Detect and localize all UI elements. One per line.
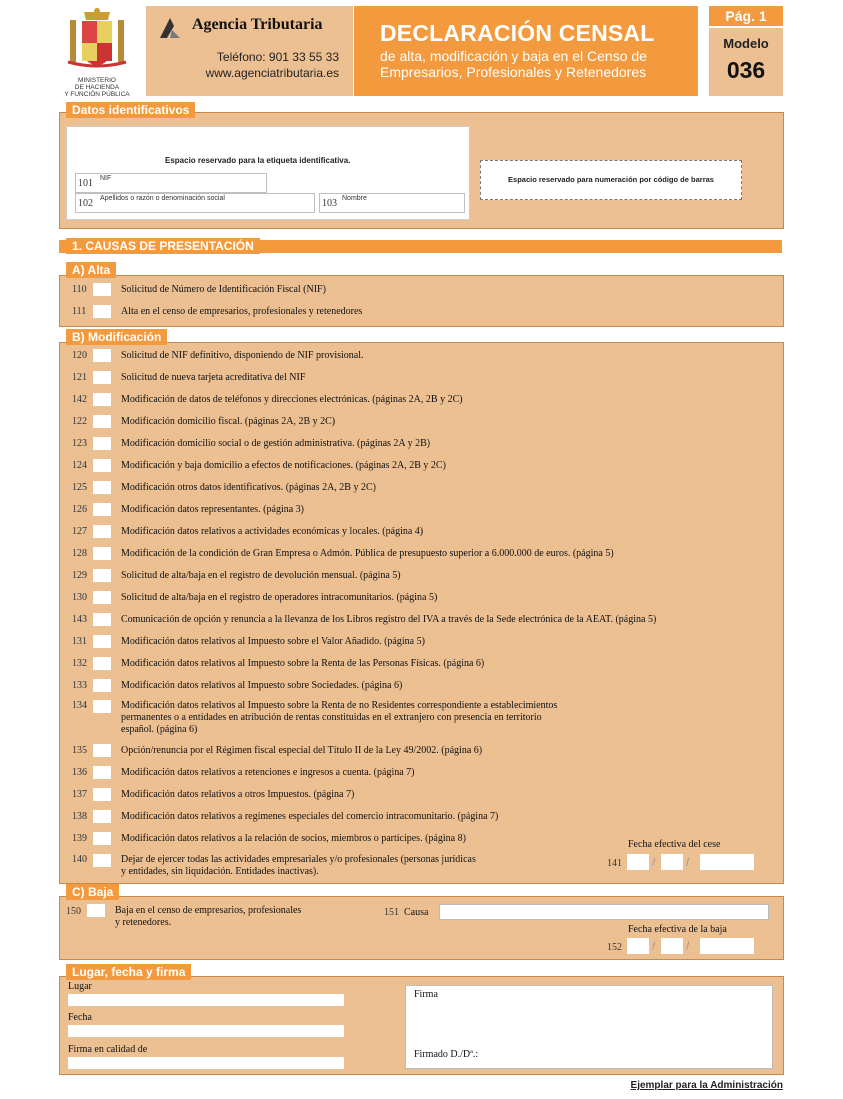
item-checkbox-122[interactable] [93,415,111,428]
item-text-126: Modificación datos representantes. (página 3) [121,504,304,515]
item-134-line1: Modificación datos relativos al Impuesto sobre la Renta de no Residentes correspondiente a establecimientos [121,700,558,711]
agency-header [146,6,353,96]
item-code-120: 120 [72,350,87,361]
causas-title: 1. CAUSAS DE PRESENTACIÓN [66,238,260,254]
baja-code: 150 [66,906,81,917]
item-code-125: 125 [72,482,87,493]
item-text-137: Modificación datos relativos a otros Impuestos. (página 7) [121,789,355,800]
item-text-120: Solicitud de NIF definitivo, disponiendo de NIF provisional. [121,350,364,361]
field-101[interactable] [75,173,267,193]
item-checkbox-133[interactable] [93,679,111,692]
agency-web: www.agenciatributaria.es [205,66,339,80]
baja-line2: y retenedores. [115,917,172,928]
item-134-line2: permanentes o a entidades en atribución de rentas constituidas en el extranjero con presencia en territorio [121,712,542,723]
baja-year-field[interactable] [700,938,754,954]
item-checkbox-139[interactable] [93,832,111,845]
signed-by-label: Firmado D./Dª.: [414,1049,479,1060]
item-134-text [121,700,557,736]
item-checkbox-130[interactable] [93,591,111,604]
cese-day-field[interactable] [627,854,649,870]
item-code-133: 133 [72,680,87,691]
firma-title: Lugar, fecha y firma [66,964,191,980]
agency-phone: Teléfono: 901 33 55 33 [216,50,339,64]
item-text-142: Modificación de datos de teléfonos y direcciones electrónicas. (páginas 2A, 2B y 2C) [121,394,463,405]
item-checkbox-111[interactable] [93,305,111,318]
signature-box[interactable] [405,985,773,1069]
baja-causa-label: Causa [404,907,429,918]
page-badge [709,6,783,26]
item-134-checkbox[interactable] [93,700,111,713]
item-code-143: 143 [72,614,87,625]
item-checkbox-127[interactable] [93,525,111,538]
fecha-label: Fecha [68,1012,92,1023]
ident-section-title: Datos identificativos [66,102,195,118]
item-code-132: 132 [72,658,87,669]
item-checkbox-121[interactable] [93,371,111,384]
label-reserved-text: Espacio reservado para la etiqueta identificativa. [165,156,351,165]
item-checkbox-135[interactable] [93,744,111,757]
item-text-127: Modificación datos relativos a actividades económicas y locales. (página 4) [121,526,424,537]
cese-year-field[interactable] [700,854,754,870]
baja-title: C) Baja [66,884,119,900]
item-text-121: Solicitud de nueva tarjeta acreditativa del NIF [121,372,306,383]
page-number: Pág. 1 [725,8,767,24]
item-140-line1: Dejar de ejercer todas las actividades empresariales y/o profesionales (personas jurídicas [121,854,476,865]
item-text-132: Modificación datos relativos al Impuesto sobre la Renta de las Personas Físicas. (página 6) [121,658,485,669]
item-code-123: 123 [72,438,87,449]
item-text-136: Modificación datos relativos a retenciones e ingresos a cuenta. (página 7) [121,767,415,778]
field-101-label: NIF [100,175,112,182]
agency-name: Agencia Tributaria [192,16,323,33]
baja-causa-code: 151 [384,907,399,918]
item-code-135: 135 [72,745,87,756]
item-checkbox-138[interactable] [93,810,111,823]
modelo-number: 036 [726,57,766,83]
item-code-124: 124 [72,460,87,471]
item-134-code: 134 [72,700,87,711]
item-checkbox-110[interactable] [93,283,111,296]
item-code-126: 126 [72,504,87,515]
baja-line1: Baja en el censo de empresarios, profesionales [115,905,302,916]
modif-title: B) Modificación [66,329,167,345]
item-code-137: 137 [72,789,87,800]
item-code-128: 128 [72,548,87,559]
item-text-130: Solicitud de alta/baja en el registro de operadores intracomunitarios. (página 5) [121,592,438,603]
item-checkbox-123[interactable] [93,437,111,450]
item-checkbox-125[interactable] [93,481,111,494]
modelo-label: Modelo [723,36,769,51]
baja-day-field[interactable] [627,938,649,954]
item-checkbox-137[interactable] [93,788,111,801]
baja-slash-2: / [686,939,690,953]
item-text-129: Solicitud de alta/baja en el registro de devolución mensual. (página 5) [121,570,401,581]
item-checkbox-120[interactable] [93,349,111,362]
item-text-133: Modificación datos relativos al Impuesto sobre Sociedades. (página 6) [121,680,403,691]
barcode-reserved-text: Espacio reservado para numeración por código de barras [508,175,714,184]
item-140-text [121,854,476,878]
item-text-122: Modificación domicilio fiscal. (páginas 2A, 2B y 2C) [121,416,336,427]
item-checkbox-128[interactable] [93,547,111,560]
item-checkbox-131[interactable] [93,635,111,648]
modelo-box [709,28,783,96]
item-code-110: 110 [72,284,87,295]
ministry-line2: DE HACIENDA [74,84,120,91]
ministry-line1: MINISTERIO [78,77,116,84]
cese-date-code: 141 [607,858,622,869]
baja-month-field[interactable] [661,938,683,954]
item-text-125: Modificación otros datos identificativos. (páginas 2A, 2B y 2C) [121,482,376,493]
ministry-line3: Y FUNCIÓN PÚBLICA [64,91,130,98]
baja-fecha-code: 152 [607,942,622,953]
item-code-138: 138 [72,811,87,822]
baja-text [115,905,301,929]
cese-date-label: Fecha efectiva del cese [628,839,721,850]
form-title: DECLARACIÓN CENSAL [380,20,655,46]
field-103[interactable] [319,193,465,213]
item-checkbox-132[interactable] [93,657,111,670]
item-code-130: 130 [72,592,87,603]
field-102[interactable] [75,193,315,213]
item-code-127: 127 [72,526,87,537]
fecha-field[interactable] [68,1025,344,1037]
field-102-code: 102 [78,198,93,209]
barcode-reserved-box [480,160,742,200]
item-code-136: 136 [72,767,87,778]
baja-fecha-label: Fecha efectiva de la baja [628,924,727,935]
item-text-128: Modificación de la condición de Gran Empresa o Admón. Pública de presupuesto superior a 6.000.000 de euros. (página 5) [121,548,614,559]
form-subtitle-1: de alta, modificación y baja en el Censo de [380,48,647,64]
signature-label: Firma [414,989,438,1000]
field-103-label: Nombre [342,195,367,202]
field-102-label: Apellidos o razón o denominación social [100,195,225,202]
item-checkbox-142[interactable] [93,393,111,406]
cese-month-field[interactable] [661,854,683,870]
baja-checkbox[interactable] [87,904,105,917]
item-140-checkbox[interactable] [93,854,111,867]
alta-section [59,275,784,327]
item-code-129: 129 [72,570,87,581]
field-103-code: 103 [322,198,337,209]
item-checkbox-143[interactable] [93,613,111,626]
title-banner [354,6,698,96]
lugar-field[interactable] [68,994,344,1006]
field-101-code: 101 [78,178,93,189]
cese-slash-2: / [686,855,690,869]
item-text-138: Modificación datos relativos a regímenes especiales del comercio intracomunitario. (página 7) [121,811,499,822]
footer-copy-label: Ejemplar para la Administración [630,1080,783,1091]
label-reserved-box [66,126,470,220]
item-code-142: 142 [72,394,87,405]
item-text-143: Comunicación de opción y renuncia a la llevanza de los Libros registro del IVA a través de la Sede electrónica de la AEAT. (página 5) [121,614,657,625]
cese-slash-1: / [652,855,656,869]
coat-of-arms-logo [62,6,132,98]
baja-slash-1: / [652,939,656,953]
form-subtitle-2: Empresarios, Profesionales y Retenedores [380,64,647,80]
calidad-field[interactable] [68,1057,344,1069]
item-140-line2: y entidades, sin liquidación. Entidades inactivas). [121,866,319,877]
item-code-111: 111 [72,306,87,317]
crest-icon [62,6,132,72]
item-text-123: Modificación domicilio social o de gestión administrativa. (páginas 2A y 2B) [121,438,431,449]
item-code-121: 121 [72,372,87,383]
item-code-139: 139 [72,833,87,844]
alta-title: A) Alta [66,262,116,278]
item-text-124: Modificación y baja domicilio a efectos de notificaciones. (páginas 2A, 2B y 2C) [121,460,446,471]
lugar-label: Lugar [68,981,92,992]
item-134-line3: español. (página 6) [121,724,198,735]
baja-causa-field[interactable] [439,904,769,920]
item-checkbox-136[interactable] [93,766,111,779]
item-140-code: 140 [72,854,87,865]
item-code-122: 122 [72,416,87,427]
item-text-131: Modificación datos relativos al Impuesto sobre el Valor Añadido. (página 5) [121,636,425,647]
item-text-111: Alta en el censo de empresarios, profesionales y retenedores [121,306,363,317]
agency-logo-icon [158,16,182,45]
item-code-131: 131 [72,636,87,647]
item-text-110: Solicitud de Número de Identificación Fiscal (NIF) [121,284,326,295]
item-checkbox-124[interactable] [93,459,111,472]
item-text-135: Opción/renuncia por el Régimen fiscal especial del Título II de la Ley 49/2002. (página 6) [121,745,483,756]
item-checkbox-129[interactable] [93,569,111,582]
item-checkbox-126[interactable] [93,503,111,516]
calidad-label: Firma en calidad de [68,1044,148,1055]
item-text-139: Modificación datos relativos a la relación de socios, miembros o partícipes. (página 8) [121,833,466,844]
